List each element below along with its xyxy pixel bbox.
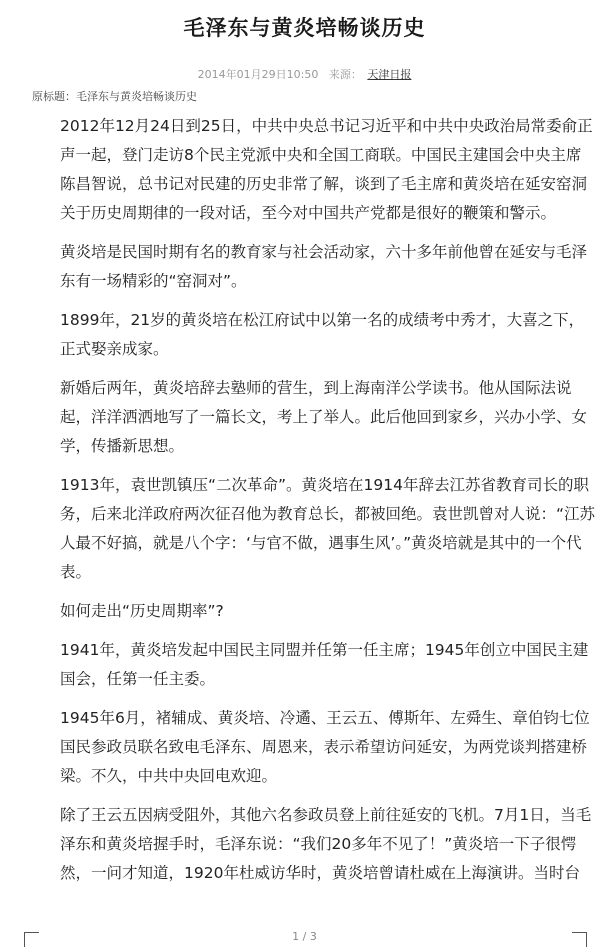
- paragraph: 新婚后两年，黄炎培辞去塾师的营生，到上海南洋公学读书。他从国际法说起，洋洋洒洒地写了一篇长文，考上了举人。此后他回到家乡，兴办小学、女学，传播新思想。: [60, 379, 588, 455]
- original-title: 原标题：毛泽东与黄炎培畅谈历史: [32, 90, 197, 103]
- paragraph: 1945年6月，褚辅成、黄炎培、冷遹、王云五、傅斯年、左舜生、章伯钧七位国民参政员联名致电毛泽东、周恩来，表示希望访问延安，为两党谈判搭建桥梁。不久，中共中央回电欢迎。: [60, 709, 590, 785]
- paragraph: 1941年，黄炎培发起中国民主同盟并任第一任主席；1945年创立中国民主建国会，任第一任主委。: [60, 641, 589, 688]
- publish-datetime: 2014年01月29日10:50: [197, 68, 319, 81]
- section-heading: 如何走出“历史周期率”?: [60, 602, 224, 620]
- source-link[interactable]: 天津日报: [367, 68, 412, 81]
- crop-mark-right: [572, 932, 587, 947]
- article-meta: [0, 66, 609, 82]
- paragraph: 黄炎培是民国时期有名的教育家与社会活动家，六十多年前他曾在延安与毛泽东有一场精彩的“窑洞对”。: [60, 243, 588, 290]
- paragraph: 1899年，21岁的黄炎培在松江府试中以第一名的成绩考中秀才，大喜之下，正式娶亲成家。: [60, 311, 585, 358]
- page-indicator: 1 / 3: [292, 930, 317, 943]
- paragraph: 1913年，袁世凯镇压“二次革命”。黄炎培在1914年辞去江苏省教育司长的职务，后来北洋政府两次征召他为教育总长，都被回绝。袁世凯曾对人说：“江苏人最不好搞，就是八个字：‘与官不做，遇事生风’。”黄炎培就是其中的一个代表。: [60, 476, 596, 581]
- paragraph: 除了王云五因病受阻外，其他六名参政员登上前往延安的飞机。7月1日，当毛泽东和黄炎培握手时，毛泽东说：“我们20多年不见了！”黄炎培一下子很愕然，一问才知道，1920年杜威访华时，黄炎培曾请杜威在上海演讲。当时台: [60, 806, 592, 882]
- paragraph: 2012年12月24日到25日，中共中央总书记习近平和中共中央政治局常委俞正声一起，登门走访8个民主党派中央和全国工商联。中国民主建国会中央主席陈昌智说，总书记对民建的历史非常了解，谈到了毛主席和黄炎培在延安窑洞关于历史周期律的一段对话，至今对中国共产党都是很好的鞭策和警示。: [60, 117, 593, 222]
- source-label: 来源：: [328, 68, 362, 81]
- article-title: 毛泽东与黄炎培畅谈历史: [183, 16, 426, 40]
- article-body: [60, 112, 596, 898]
